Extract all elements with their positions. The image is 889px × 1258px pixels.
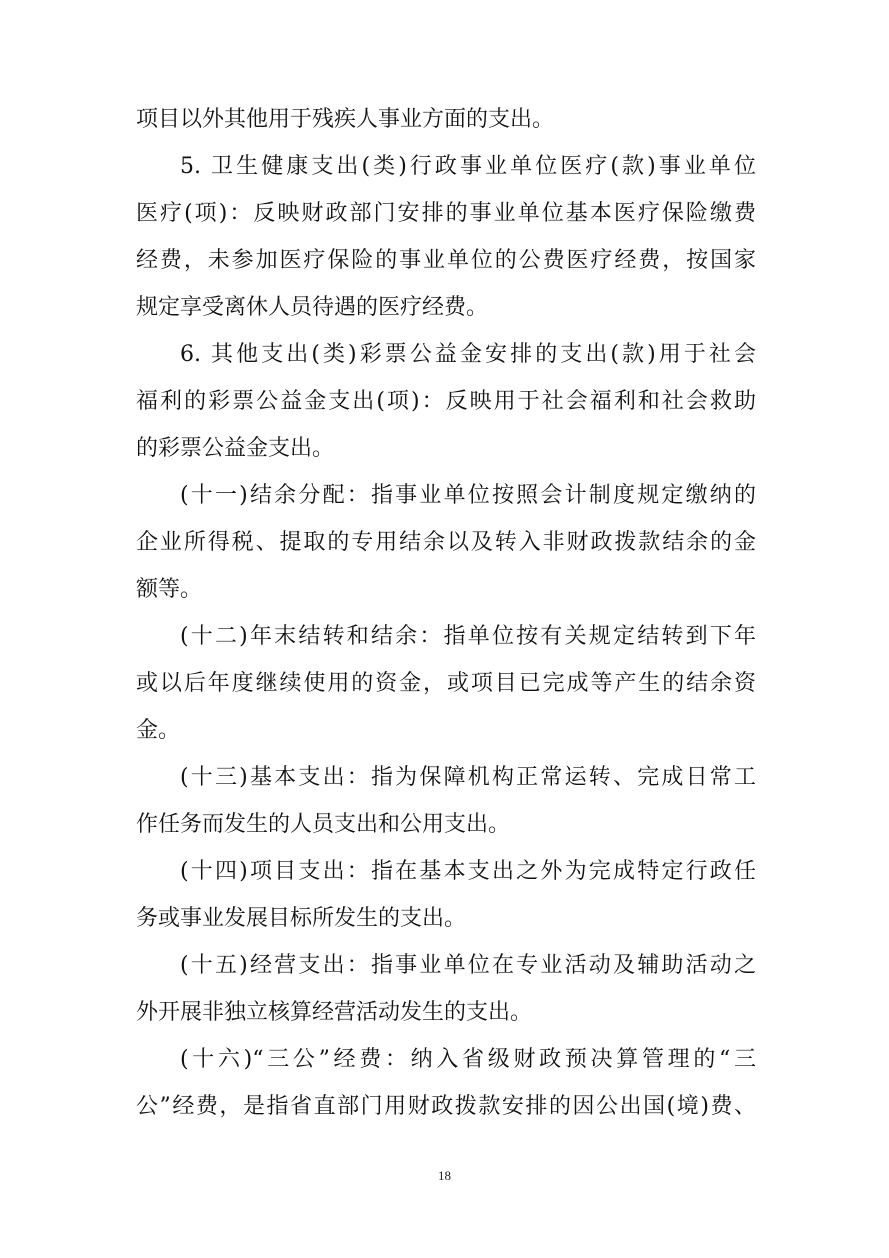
- text-line: 或以后年度继续使用的资金，或项目已完成等产生的结余资: [136, 671, 756, 696]
- text-line: 5. 卫生健康支出(类)行政事业单位医疗(款)事业单位: [180, 154, 756, 179]
- text-line: 作任务而发生的人员支出和公用支出。: [136, 812, 511, 837]
- text-line: 务或事业发展目标所发生的支出。: [136, 906, 467, 931]
- text-line: (十四)项目支出：指在基本支出之外为完成特定行政任: [180, 859, 756, 884]
- text-line: 6. 其他支出(类)彩票公益金安排的支出(款)用于社会: [180, 342, 756, 367]
- text-line: 经费，未参加医疗保险的事业单位的公费医疗经费，按国家: [136, 248, 756, 273]
- text-line: 项目以外其他用于残疾人事业方面的支出。: [136, 107, 555, 132]
- text-line: 公”经费，是指省直部门用财政拨款安排的因公出国(境)费、: [136, 1094, 756, 1119]
- page-number: 18: [438, 1168, 451, 1183]
- text-line: 的彩票公益金支出。: [136, 436, 335, 461]
- text-line: (十三)基本支出：指为保障机构正常运转、完成日常工: [180, 765, 756, 790]
- text-line: (十一)结余分配：指事业单位按照会计制度规定缴纳的: [180, 483, 756, 508]
- text-line: (十六)“三公”经费：纳入省级财政预决算管理的“三: [180, 1047, 756, 1072]
- text-line: 额等。: [136, 577, 203, 602]
- text-line: (十二)年末结转和结余：指单位按有关规定结转到下年: [180, 624, 756, 649]
- text-line: 金。: [136, 718, 181, 743]
- text-line: (十五)经营支出：指事业单位在专业活动及辅助活动之: [180, 953, 756, 978]
- text-line: 医疗(项)：反映财政部门安排的事业单位基本医疗保险缴费: [136, 201, 756, 226]
- text-line: 外开展非独立核算经营活动发生的支出。: [136, 1000, 533, 1025]
- text-line: 福利的彩票公益金支出(项)：反映用于社会福利和社会救助: [136, 389, 756, 414]
- text-line: 企业所得税、提取的专用结余以及转入非财政拨款结余的金: [136, 530, 756, 555]
- text-line: 规定享受离休人员待遇的医疗经费。: [136, 295, 489, 320]
